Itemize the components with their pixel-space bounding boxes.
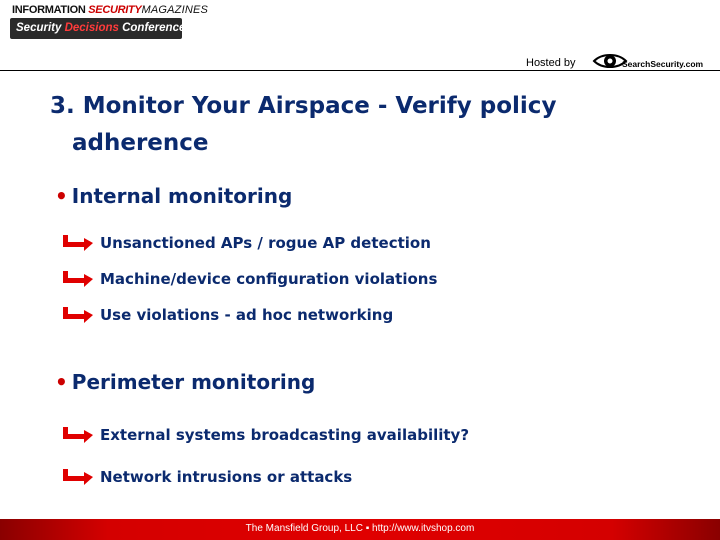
section-heading-internal bbox=[55, 184, 292, 208]
slide-title-line1: 3. Monitor Your Airspace - Verify policy bbox=[50, 93, 557, 119]
bullet-dot: • bbox=[55, 184, 68, 208]
list-item-text: Machine/device configuration violations bbox=[100, 270, 438, 288]
conference-banner bbox=[10, 18, 186, 39]
list-item bbox=[62, 270, 437, 288]
publication-logo-part3: MAGAZINES bbox=[141, 4, 209, 16]
list-item-text: Network intrusions or attacks bbox=[100, 468, 353, 486]
bullet-dot: • bbox=[55, 370, 68, 394]
list-item-text: Unsanctioned APs / rogue AP detection bbox=[100, 234, 431, 252]
hosted-by-label: Hosted by bbox=[526, 57, 576, 69]
right-arrow-icon bbox=[62, 306, 94, 324]
list-item-text: External systems broadcasting availability? bbox=[100, 426, 470, 444]
section-heading-text: Perimeter monitoring bbox=[71, 370, 316, 394]
publication-logo bbox=[12, 4, 208, 16]
slide-title-line2: adherence bbox=[72, 130, 209, 156]
right-arrow-icon bbox=[62, 270, 94, 288]
host-logo bbox=[592, 52, 703, 70]
publication-logo-part1: INFORMATION bbox=[12, 4, 89, 16]
right-arrow-icon bbox=[62, 234, 94, 252]
section-heading-perimeter bbox=[55, 370, 315, 394]
list-item bbox=[62, 468, 352, 486]
right-arrow-icon bbox=[62, 468, 94, 486]
list-item bbox=[62, 234, 431, 252]
footer-text: The Mansfield Group, LLC ▪ http://www.itvshop.com bbox=[245, 523, 475, 534]
conference-banner-part2: Decisions bbox=[64, 22, 119, 34]
conference-banner-part1: Security bbox=[16, 22, 65, 34]
list-item bbox=[62, 306, 393, 324]
list-item-text: Use violations - ad hoc networking bbox=[100, 306, 394, 324]
section-heading-text: Internal monitoring bbox=[71, 184, 293, 208]
slide-title bbox=[50, 88, 710, 162]
header-divider bbox=[0, 70, 720, 71]
publication-logo-part2: SECURITY bbox=[88, 4, 142, 16]
list-item bbox=[62, 426, 469, 444]
conference-banner-part3: Conference bbox=[118, 22, 186, 34]
right-arrow-icon bbox=[62, 426, 94, 444]
host-logo-text: SearchSecurity.com bbox=[622, 59, 704, 69]
